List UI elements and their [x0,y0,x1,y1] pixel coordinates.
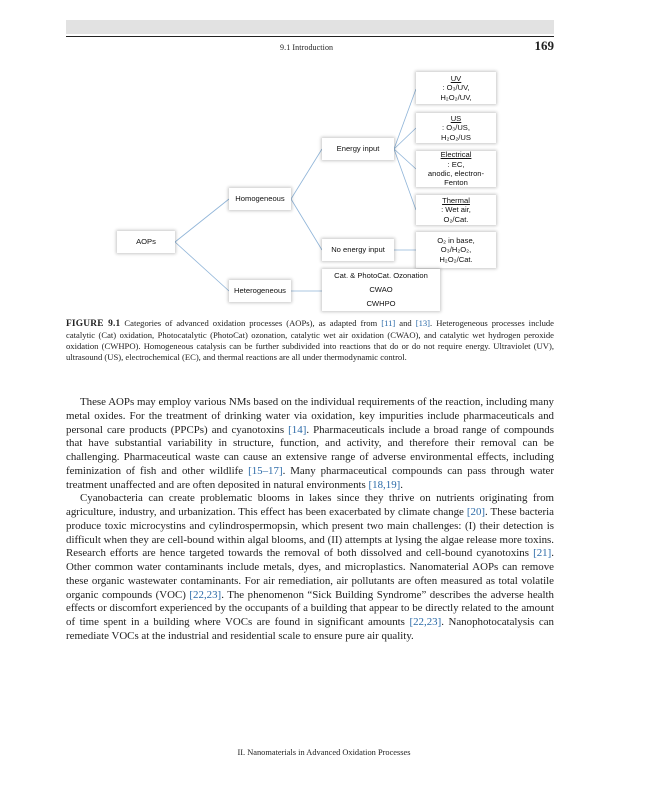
noenergy-line3: H₂O₂/Cat. [439,254,473,264]
node-heterogeneous-processes [322,269,440,311]
line-homog-energy [291,149,322,199]
node-no-energy-input-label: No energy input [331,245,385,255]
thermal-label: Thermal [442,195,470,205]
running-head: 9.1 Introduction [280,43,334,52]
page-number: 169 [534,38,554,53]
p2-text-e: . Nanophotocatalysis can remediate VOCs at the industrial and residential scale to ensure pure air quality. [66,616,555,642]
electrical-line3: Fenton [444,178,468,188]
ref-21[interactable]: [21] [533,547,552,560]
page-footer: II. Nanomaterials in Advanced Oxidation Processes [237,748,411,757]
line-homog-noenergy [291,199,322,250]
caption-text-c: . Heterogeneous processes include catalytic (Cat) oxidation, Photocatalytic (PhotoCat) ozonation, catalytic wet air oxidation (CWAO), and catalytic wet hydrogen peroxide oxidation (CWHPO). Homogeneous catalysis can be further subdivided into reactions that do or do not require energy. Ultraviolet (UV), ultrasound (US), electrochemical (EC), and thermal reactions are all under thermodynamic control. [66,318,554,362]
p1-text-d: . [400,478,404,491]
figure-aop-tree [66,58,554,310]
caption-ref-13[interactable]: [13] [415,318,431,328]
ref-20[interactable]: [20] [466,506,486,518]
node-uv [416,72,496,104]
thermal-rest: : Wet air, [441,205,471,215]
p1-text-a: These AOPs may employ various NMs based on the individual requirements of the reaction, including many metal oxides. For the treatment of drinking water via oxidation, key impurities include pharmaceuticals and personal care products (PPCPs) and cyanotoxins [66,396,554,436]
hetero-item-ozonation: Cat. & PhotoCat. Ozonation [334,271,428,280]
line-energy-uv [394,89,416,149]
hetero-item-cwao: CWAO [369,285,393,294]
node-us [416,113,496,143]
node-no-energy-processes [416,232,496,268]
us-label: US [450,113,462,123]
ref-15-17[interactable]: [15–17] [248,464,283,477]
p1-text-b: . Pharmaceuticals include a broad range of compounds that have substantial variability in structure, function, and activity, and therefore their removal can be challenging. Pharmaceutical waste can cause an extensive range of adverse environmental effects, including feminization of fish and other wildlife [66,423,554,477]
node-heterogeneous-label: Heterogeneous [234,286,286,296]
caption-text-a: Categories of advanced oxidation processes (AOPs), as adapted from [124,318,378,328]
paragraph-2 [66,492,554,643]
ref-18-19[interactable]: [18,19] [368,478,401,491]
us-rest: : O₃/US, [441,123,470,133]
node-heterogeneous [229,280,291,302]
node-homogeneous-label: Homogeneous [235,194,285,204]
node-thermal [416,195,496,225]
line-aops-heterogeneous [175,242,229,291]
ref-22-23-a[interactable]: [22,23] [189,588,222,601]
p2-text-b: . These bacteria produce toxic microcystins and cylindrospermopsin, which present two main challenges: (I) their detection is difficult when they are cell-bound within algal blooms, and (II) attempts at lysing the algae release more toxins. Research efforts are hence targeted towards the removal of both dissolved and cell-bound cyanotoxins [66,506,554,560]
node-aops [117,231,175,253]
noenergy-line1: O₂ in base, [437,235,475,245]
uv-line2: H₂O₂/UV, [440,92,472,102]
node-energy-input-label: Energy input [336,144,380,154]
hetero-item-cwhpo: CWHPO [366,299,396,308]
p2-text-a: Cyanobacteria can create problematic blooms in lakes since they thrive on nutrients originating from agriculture, industry, and urbanization. This effect has been exacerbated by climate change [66,492,554,518]
node-aops-label: AOPs [136,237,156,247]
electrical-label: Electrical [440,150,472,160]
p2-text-d: . The phenomenon “Sick Building Syndrome” describes the adverse health effects or discomfort experienced by the occupants of a building that appear to be directly related to the amount of time spent in a building where VOCs are found in significant amounts [66,588,554,628]
noenergy-line2: O₃/H₂O₂, [440,245,472,255]
line-energy-thermal [394,149,416,210]
p1-text-c: . Many pharmaceutical compounds can pass through water treatment unaffected and are often deposited in natural environments [66,464,554,491]
node-energy-input [322,138,394,160]
electrical-line2: anodic, electron- [427,169,485,178]
paragraph-1 [66,396,554,492]
figure-caption [66,318,554,363]
caption-text-b: and [399,318,412,328]
caption-ref-11[interactable]: [11] [381,318,396,328]
ref-14[interactable]: [14] [288,423,307,436]
uv-rest: : O₃/UV, [442,83,470,93]
electrical-rest: : EC, [447,159,465,169]
line-aops-homogeneous [175,199,229,242]
figure-label: FIGURE 9.1 [66,319,121,329]
body-text [66,396,554,644]
node-homogeneous [229,188,291,210]
ref-22-23-b[interactable]: [22,23] [409,616,442,628]
line-energy-us [394,128,416,149]
uv-label: UV [450,73,462,83]
us-line2: H₂O₂/US [441,132,471,142]
header-band [66,20,554,34]
node-electrical [416,151,496,187]
thermal-line2: O₂/Cat. [443,214,469,224]
header-rule [66,36,554,37]
p2-text-c: . Other common water contaminants include metals, dyes, and microplastics. Nanomaterial AOPs can remove these organic wastewater contaminants. For air remediation, air pollutants are often measured as total volatile organic compounds (VOC) [66,547,554,601]
node-no-energy-input [322,239,394,261]
